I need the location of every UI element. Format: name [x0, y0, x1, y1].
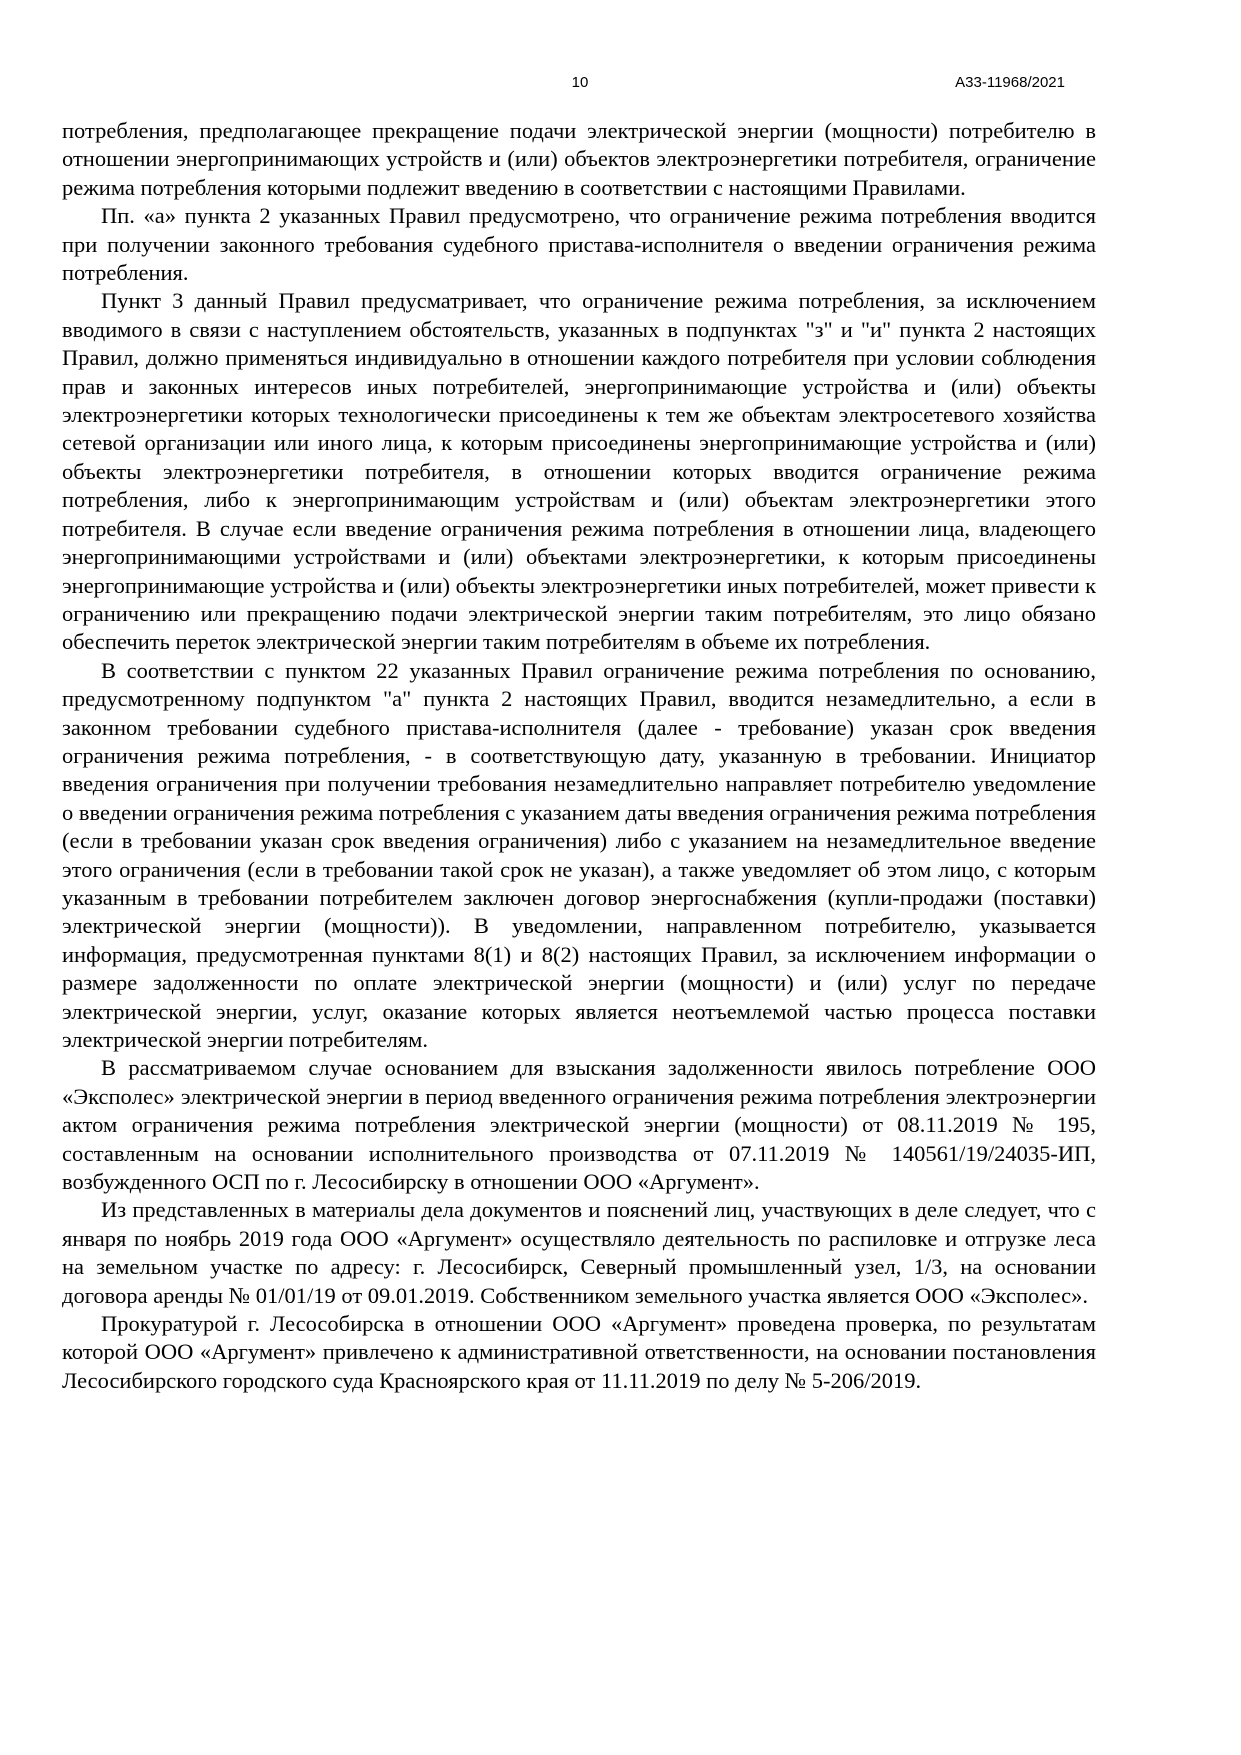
page-number: 10	[571, 74, 589, 91]
document-body	[62, 117, 1096, 1395]
paragraph-4: В соответствии с пунктом 22 указанных Правил ограничение режима потребления по основанию, предусмотренному подпунктом "а" пункта 2 настоящих Правил, вводится незамедлительно, а если в законном требовании судебного пристава-исполнителя (далее - требование) указан срок введения ограничения режима потребления, - в соответствующую дату, указанную в требовании. Инициатор введения ограничения при получении требования незамедлительно направляет потребителю уведомление о введении ограничения режима потребления с указанием даты введения ограничения режима потребления (если в требовании указан срок введения ограничения) либо с указанием на незамедлительное введение этого ограничения (если в требовании такой срок не указан), а также уведомляет об этом лицо, с которым указанным в требовании потребителем заключен договор энергоснабжения (купли-продажи (поставки) электрической энергии (мощности)). В уведомлении, направленном потребителю, указывается информация, предусмотренная пунктами 8(1) и 8(2) настоящих Правил, за исключением информации о размере задолженности по оплате электрической энергии (мощности) и (или) услуг по передаче электрической энергии, услуг, оказание которых является неотъемлемой частью процесса поставки электрической энергии потребителям.	[62, 657, 1096, 1052]
paragraph-7: Прокуратурой г. Лесособирска в отношении ООО «Аргумент» проведена проверка, по результатам которой ООО «Аргумент» привлечено к административной ответственности, на основании постановления Лесосибирского городского суда Красноярского края от 11.11.2019 по делу № 5-206/2019.	[62, 1311, 1096, 1393]
paragraph-5: В рассматриваемом случае основанием для взыскания задолженности явилось потребление ООО «Экспoлес» электрической энергии в период введенного ограничения режима потребления электроэнергии актом ограничения режима потребления электрической энергии (мощности) от 08.11.2019 № 195, составленным на основании исполнительного производства от 07.11.2019 № 140561/19/24035-ИП, возбужденного ОСП по г. Лесосибирску в отношении ООО «Аргумент».	[62, 1055, 1096, 1195]
case-number: А33-11968/2021	[955, 74, 1065, 91]
paragraph-6: Из представленных в материалы дела документов и пояснений лиц, участвующих в деле следует, что с января по ноябрь 2019 года ООО «Аргумент» осуществляло деятельность по распиловке и отгрузке леса на земельном участке по адресу: г. Лесосибирск, Северный промышленный узел, 1/3, на основании договора аренды № 01/01/19 от 09.01.2019. Собственником земельного участка является ООО «Экспoлес».	[62, 1197, 1096, 1308]
paragraph-1: потребления, предполагающее прекращение подачи электрической энергии (мощности) потребителю в отношении энергопринимающих устройств и (или) объектов электроэнергетики потребителя, ограничение режима потребления которыми подлежит введению в соответствии с настоящими Правилами.	[62, 118, 1096, 200]
paragraph-3: Пункт 3 данный Правил предусматривает, что ограничение режима потребления, за исключением вводимого в связи с наступлением обстоятельств, указанных в подпунктах "з" и "и" пункта 2 настоящих Правил, должно применяться индивидуально в отношении каждого потребителя при условии соблюдения прав и законных интересов иных потребителей, энергопринимающие устройства и (или) объекты электроэнергетики которых технологически присоединены к тем же объектам электросетевого хозяйства сетевой организации или иного лица, к которым присоединены энергопринимающие устройства и (или) объекты электроэнергетики потребителя, в отношении которых вводится ограничение режима потребления, либо к энергопринимающим устройствам и (или) объектам электроэнергетики этого потребителя. В случае если введение ограничения режима потребления в отношении лица, владеющего энергопринимающими устройствами и (или) объектами электроэнергетики, к которым присоединены энергопринимающие устройства и (или) объекты электроэнергетики иных потребителей, может привести к ограничению или прекращению подачи электрической энергии таким потребителям, это лицо обязано обеспечить переток электрической энергии таким потребителям в объеме их потребления.	[62, 288, 1096, 655]
paragraph-2: Пп. «а» пункта 2 указанных Правил предусмотрено, что ограничение режима потребления вводится при получении законного требования судебного пристава-исполнителя о введении ограничения режима потребления.	[62, 203, 1096, 286]
